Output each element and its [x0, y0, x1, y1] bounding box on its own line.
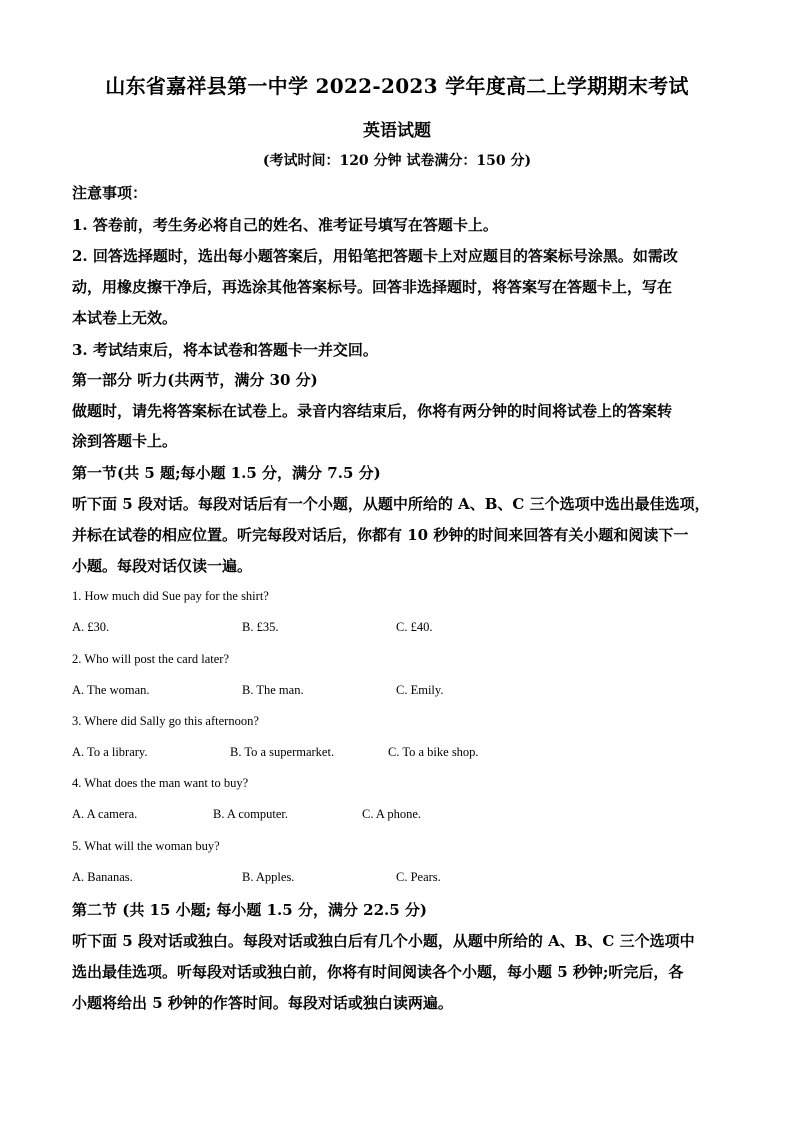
part1-instruction: 涂到答题卡上。 — [72, 432, 178, 450]
option-b: B. The man. — [242, 683, 304, 697]
question-stem: 5. What will the woman buy? — [72, 839, 220, 853]
option-c: C. £40. — [396, 620, 433, 634]
option-c: C. To a bike shop. — [388, 745, 479, 759]
option-a: A. A camera. — [72, 807, 138, 821]
exam-title: 山东省嘉祥县第一中学 2022-2023 学年度高二上学期期末考试 — [105, 74, 689, 98]
section2-instruction: 小题将给出 5 秒钟的作答时间。每段对话或独白读两遍。 — [72, 994, 453, 1012]
option-b: B. £35. — [242, 620, 279, 634]
question-stem: 4. What does the man want to buy? — [72, 776, 249, 790]
section2-heading: 第二节 (共 15 小题; 每小题 1.5 分，满分 22.5 分) — [72, 901, 428, 919]
option-a: A. £30. — [72, 620, 110, 634]
exam-subject: 英语试题 — [363, 121, 431, 141]
notes-line: 动，用橡皮擦干净后，再选涂其他答案标号。回答非选择题时，将答案写在答题卡上，写在 — [72, 278, 673, 296]
notes-line: 1. 答卷前，考生务必将自己的姓名、准考证号填写在答题卡上。 — [72, 216, 498, 234]
option-a: A. The woman. — [72, 683, 150, 697]
section1-instruction: 并标在试卷的相应位置。听完每段对话后，你都有 10 秒钟的时间来回答有关小题和阅读下一 — [72, 526, 689, 544]
notes-heading: 注意事项： — [72, 184, 148, 202]
notes-line: 3. 考试结束后，将本试卷和答题卡一并交回。 — [72, 341, 378, 359]
section1-instruction: 听下面 5 段对话。每段对话后有一个小题，从题中所给的 A、B、C 三个选项中选出最佳选项， — [72, 495, 710, 513]
notes-line: 2. 回答选择题时，选出每小题答案后，用铅笔把答题卡上对应题目的答案标号涂黑。如需改 — [72, 247, 678, 265]
option-b: B. A computer. — [213, 807, 288, 821]
exam-time-info: (考试时间：120 分钟 试卷满分：150 分) — [262, 153, 532, 169]
option-a: A. To a library. — [72, 745, 148, 759]
option-c: C. A phone. — [362, 807, 422, 821]
option-c: C. Emily. — [396, 683, 444, 697]
section1-heading: 第一节(共 5 题;每小题 1.5 分，满分 7.5 分) — [72, 464, 381, 482]
section2-instruction: 选出最佳选项。听每段对话或独白前，你将有时间阅读各个小题，每小题 5 秒钟;听完后，各 — [72, 963, 684, 981]
question-stem: 2. Who will post the card later? — [72, 652, 230, 666]
notes-line: 本试卷上无效。 — [72, 309, 178, 327]
question-stem: 3. Where did Sally go this afternoon? — [72, 714, 259, 728]
section2-instruction: 听下面 5 段对话或独白。每段对话或独白后有几个小题，从题中所给的 A、B、C 三个选项中 — [72, 932, 695, 950]
question-stem: 1. How much did Sue pay for the shirt? — [72, 589, 269, 603]
part1-instruction: 做题时，请先将答案标在试卷上。录音内容结束后，你将有两分钟的时间将试卷上的答案转 — [72, 402, 673, 420]
part1-heading: 第一部分 听力(共两节，满分 30 分) — [72, 371, 318, 389]
option-b: B. Apples. — [242, 870, 295, 884]
option-b: B. To a supermarket. — [230, 745, 335, 759]
option-c: C. Pears. — [396, 870, 441, 884]
option-a: A. Bananas. — [72, 870, 133, 884]
section1-instruction: 小题。每段对话仅读一遍。 — [72, 557, 253, 575]
